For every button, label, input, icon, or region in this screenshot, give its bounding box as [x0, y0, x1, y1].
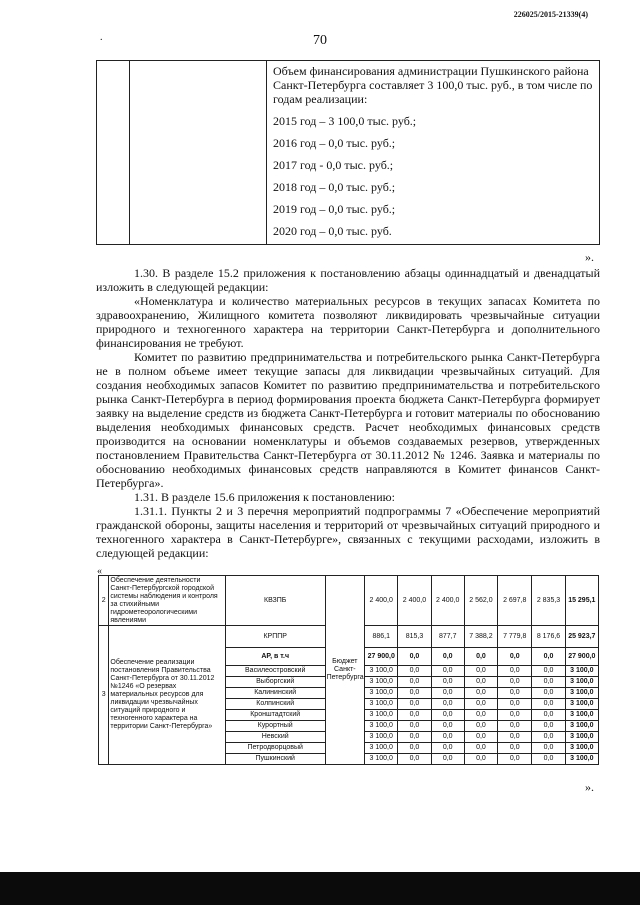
empty-cell: [130, 61, 267, 245]
value-cell: 0,0: [532, 648, 565, 666]
total-cell: 3 100,0: [565, 743, 598, 754]
executor: Калининский: [225, 688, 325, 699]
value-cell: 3 100,0: [365, 699, 398, 710]
value-cell: 886,1: [365, 626, 398, 648]
value-cell: 2 562,0: [464, 576, 497, 626]
value-cell: 0,0: [398, 699, 431, 710]
value-cell: 0,0: [464, 677, 497, 688]
value-cell: 3 100,0: [365, 710, 398, 721]
value-cell: 2 835,3: [532, 576, 565, 626]
paragraph: «Номенклатура и количество материальных ресурсов в текущих запасах Комитета по здравоохранению, Жилищного комитета позволяют ликвидировать чрезвычайные ситуации природного и техногенного характера на территории Санкт-Петербурга и дополнительного финансирования не требуют.: [96, 294, 600, 350]
year-line: 2016 год – 0,0 тыс. руб.;: [273, 136, 396, 150]
value-cell: 0,0: [532, 688, 565, 699]
total-cell: 25 923,7: [565, 626, 598, 648]
value-cell: 8 176,6: [532, 626, 565, 648]
closing-quote: ».: [585, 780, 594, 794]
value-cell: 0,0: [431, 648, 464, 666]
empty-cell: [97, 61, 130, 245]
value-cell: 0,0: [398, 710, 431, 721]
total-cell: 3 100,0: [565, 688, 598, 699]
value-cell: 0,0: [532, 743, 565, 754]
measure-description: Обеспечение реализации постановления Правительства Санкт-Петербурга от 30.11.2012 №1246 «О резервах материальных ресурсов для ликвидации чрезвычайных ситуаций природного и техногенного характера на территории Санкт-Петербурга»: [109, 626, 225, 765]
value-cell: 0,0: [532, 699, 565, 710]
total-cell: 3 100,0: [565, 666, 598, 677]
value-cell: 0,0: [532, 677, 565, 688]
document-number: 226025/2015-21339(4): [513, 10, 588, 19]
year-line: 2019 год – 0,0 тыс. руб.;: [273, 202, 396, 216]
executor: Невский: [225, 732, 325, 743]
value-cell: 0,0: [431, 721, 464, 732]
financing-years: [273, 114, 593, 238]
year-line: 2017 год - 0,0 тыс. руб.;: [273, 158, 394, 172]
value-cell: 0,0: [498, 710, 532, 721]
total-cell: 3 100,0: [565, 754, 598, 765]
body-text: [96, 266, 600, 560]
financing-text-cell: [267, 61, 600, 245]
value-cell: 0,0: [398, 666, 431, 677]
value-cell: 0,0: [431, 688, 464, 699]
value-cell: 0,0: [532, 666, 565, 677]
value-cell: 0,0: [431, 699, 464, 710]
value-cell: 0,0: [464, 743, 497, 754]
paragraph: 1.31. В разделе 15.6 приложения к постановлению:: [134, 490, 395, 504]
executor: АР, в т.ч: [225, 648, 325, 666]
row-number: 3: [99, 626, 109, 765]
value-cell: 0,0: [498, 677, 532, 688]
value-cell: 0,0: [498, 743, 532, 754]
value-cell: 0,0: [498, 699, 532, 710]
measures-table: [98, 575, 599, 765]
total-cell: 3 100,0: [565, 699, 598, 710]
total-cell: 3 100,0: [565, 732, 598, 743]
value-cell: 0,0: [398, 648, 431, 666]
value-cell: 0,0: [398, 688, 431, 699]
value-cell: 0,0: [464, 710, 497, 721]
value-cell: 0,0: [464, 721, 497, 732]
value-cell: 0,0: [464, 754, 497, 765]
value-cell: 0,0: [431, 710, 464, 721]
value-cell: 0,0: [498, 648, 532, 666]
value-cell: 0,0: [431, 754, 464, 765]
paragraph: Комитет по развитию предпринимательства и потребительского рынка Санкт-Петербурга не в полном объеме имеет текущие запасы для ликвидации чрезвычайных ситуаций. Для создания необходимых запасов Комитет по развитию предпринимательства и потребительского рынка Санкт-Петербурга в период формирования проекта бюджета Санкт-Петербурга формирует заявку на выделение средств из бюджета Санкт-Петербурга и готовит материалы по обоснованию выделения необходимых финансовых средств. Расчет необходимых финансовых средств производится на основании номенклатуры и объемов создаваемых резервов, утвержденных постановлением Правительства Санкт-Петербурга от 30.11.2012 № 1246. Заявка и материалы по обоснованию необходимых финансовых средств направляются в Комитет финансов Санкт-Петербурга».: [96, 350, 600, 490]
value-cell: 0,0: [464, 688, 497, 699]
value-cell: 877,7: [431, 626, 464, 648]
year-line: 2020 год – 0,0 тыс. руб.: [273, 224, 392, 238]
year-line: 2015 год – 3 100,0 тыс. руб.;: [273, 114, 417, 128]
closing-quote: ».: [585, 250, 594, 264]
value-cell: 815,3: [398, 626, 431, 648]
value-cell: 3 100,0: [365, 666, 398, 677]
value-cell: 0,0: [431, 677, 464, 688]
value-cell: 0,0: [498, 721, 532, 732]
value-cell: 7 388,2: [464, 626, 497, 648]
value-cell: 0,0: [498, 754, 532, 765]
executor: КВЗПБ: [225, 576, 325, 626]
value-cell: 3 100,0: [365, 743, 398, 754]
value-cell: 0,0: [464, 666, 497, 677]
value-cell: 0,0: [498, 688, 532, 699]
page-number: 70: [313, 33, 327, 48]
value-cell: 27 900,0: [365, 648, 398, 666]
value-cell: 0,0: [532, 710, 565, 721]
row-number: 2: [99, 576, 109, 626]
value-cell: 7 779,8: [498, 626, 532, 648]
year-line: 2018 год – 0,0 тыс. руб.;: [273, 180, 396, 194]
opening-quote: «: [97, 566, 102, 577]
financing-table: [96, 60, 600, 245]
value-cell: 2 697,8: [498, 576, 532, 626]
value-cell: 0,0: [431, 732, 464, 743]
value-cell: 2 400,0: [365, 576, 398, 626]
executor: Колпинский: [225, 699, 325, 710]
value-cell: 3 100,0: [365, 732, 398, 743]
margin-dot: .: [100, 32, 103, 43]
executor: КРППР: [225, 626, 325, 648]
financing-intro: Объем финансирования администрации Пушкинского района Санкт-Петербурга составляет 3 100,0 тыс. руб., в том числе по годам реализации:: [273, 64, 593, 106]
value-cell: 0,0: [498, 732, 532, 743]
value-cell: 3 100,0: [365, 677, 398, 688]
value-cell: 0,0: [398, 732, 431, 743]
executor: Кронштадтский: [225, 710, 325, 721]
total-cell: 3 100,0: [565, 721, 598, 732]
value-cell: 0,0: [464, 732, 497, 743]
total-cell: 15 295,1: [565, 576, 598, 626]
executor: Выборгский: [225, 677, 325, 688]
value-cell: 0,0: [498, 666, 532, 677]
total-cell: 3 100,0: [565, 710, 598, 721]
value-cell: 3 100,0: [365, 754, 398, 765]
scan-footer-bar: [0, 872, 640, 905]
value-cell: 0,0: [431, 743, 464, 754]
value-cell: 3 100,0: [365, 721, 398, 732]
measure-description: Обеспечение деятельности Санкт-Петербургской городской системы наблюдения и контроля за стихийными гидрометеорологическими явлениями: [109, 576, 225, 626]
value-cell: 0,0: [398, 754, 431, 765]
value-cell: 0,0: [532, 754, 565, 765]
total-cell: 3 100,0: [565, 677, 598, 688]
executor: Петродворцовый: [225, 743, 325, 754]
paragraph: 1.30. В разделе 15.2 приложения к постановлению абзацы одиннадцатый и двенадцатый изложить в следующей редакции:: [96, 266, 600, 294]
funding-source: Бюджет Санкт-Петербурга: [325, 576, 365, 765]
paragraph: 1.31.1. Пункты 2 и 3 перечня мероприятий подпрограммы 7 «Обеспечение мероприятий гражданской обороны, защиты населения и территорий от чрезвычайных ситуаций природного и техногенного характера в Санкт-Петербурге», связанных с текущими расходами, изложить в следующей редакции:: [96, 504, 600, 560]
value-cell: 0,0: [464, 699, 497, 710]
value-cell: 0,0: [398, 721, 431, 732]
total-cell: 27 900,0: [565, 648, 598, 666]
value-cell: 0,0: [431, 666, 464, 677]
value-cell: 0,0: [532, 732, 565, 743]
value-cell: 2 400,0: [431, 576, 464, 626]
executor: Курортный: [225, 721, 325, 732]
value-cell: 2 400,0: [398, 576, 431, 626]
value-cell: 0,0: [398, 743, 431, 754]
value-cell: 0,0: [532, 721, 565, 732]
executor: Пушкинский: [225, 754, 325, 765]
value-cell: 3 100,0: [365, 688, 398, 699]
executor: Василеостровский: [225, 666, 325, 677]
value-cell: 0,0: [398, 677, 431, 688]
value-cell: 0,0: [464, 648, 497, 666]
